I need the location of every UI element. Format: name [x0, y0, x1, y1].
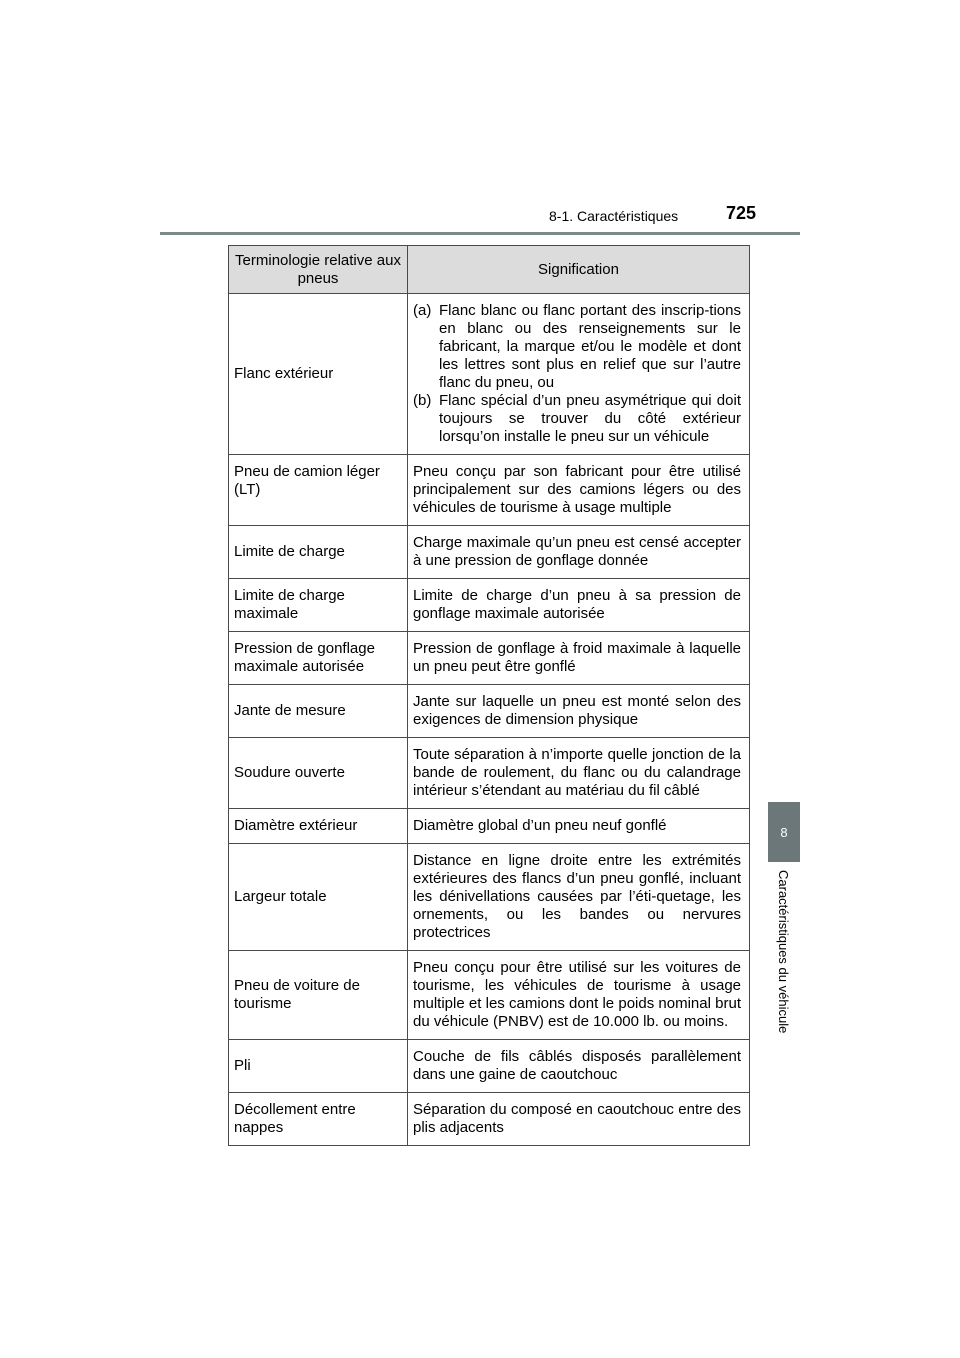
definition-cell: Pression de gonflage à froid maximale à laquelle un pneu peut être gonflé — [408, 632, 750, 685]
definition-cell — [408, 294, 750, 455]
term-cell: Pneu de camion léger (LT) — [229, 455, 408, 526]
term-cell: Pli — [229, 1040, 408, 1093]
term-cell: Soudure ouverte — [229, 738, 408, 809]
list-item — [413, 392, 741, 446]
list-text: Flanc blanc ou flanc portant des inscrip-tions en blanc ou des renseignements sur le fabricant, la marque et/ou le modèle et dont les lettres sont plus en relief que sur l’autre flanc du pneu, ou — [439, 302, 741, 391]
definition-cell: Distance en ligne droite entre les extrémités extérieures des flancs d’un pneu gonflé, incluant les dénivellations causées par l’éti-quetage, les ornements, ou les bandes ou nervures protectrices — [408, 844, 750, 951]
column-header-term: Terminologie relative aux pneus — [229, 246, 408, 294]
table-row — [229, 294, 750, 455]
column-header-meaning: Signification — [408, 246, 750, 294]
term-cell: Limite de charge maximale — [229, 579, 408, 632]
table-row — [229, 1093, 750, 1146]
term-cell: Décollement entre nappes — [229, 1093, 408, 1146]
term-cell: Pneu de voiture de tourisme — [229, 951, 408, 1040]
list-text: Flanc spécial d’un pneu asymétrique qui doit toujours se trouver du côté extérieur lorsqu’on installe le pneu sur un véhicule — [439, 392, 741, 445]
header-divider — [160, 232, 800, 235]
list-marker: (b) — [413, 392, 432, 409]
section-title: 8-1. Caractéristiques — [549, 208, 679, 224]
chapter-number: 8 — [780, 824, 788, 840]
table-row — [229, 685, 750, 738]
definition-cell: Pneu conçu pour être utilisé sur les voitures de tourisme, les véhicules de tourisme à usage multiple et les camions dont le poids nominal brut du véhicule (PNBV) est de 10.000 lb. ou moins. — [408, 951, 750, 1040]
table-row — [229, 632, 750, 685]
definition-cell: Diamètre global d’un pneu neuf gonflé — [408, 809, 750, 844]
table-row — [229, 738, 750, 809]
table-row — [229, 844, 750, 951]
definition-cell: Toute séparation à n’importe quelle jonction de la bande de roulement, du flanc ou du calandrage intérieur s’étendant au matériau du fil câblé — [408, 738, 750, 809]
list-marker: (a) — [413, 302, 432, 319]
list-item — [413, 302, 741, 392]
term-cell: Flanc extérieur — [229, 294, 408, 455]
chapter-label: Caractéristiques du véhicule — [776, 870, 791, 1034]
table-row — [229, 455, 750, 526]
page-number: 725 — [726, 203, 757, 223]
table-row — [229, 579, 750, 632]
definition-cell: Séparation du composé en caoutchouc entre des plis adjacents — [408, 1093, 750, 1146]
term-cell: Diamètre extérieur — [229, 809, 408, 844]
table-row — [229, 1040, 750, 1093]
definition-cell: Couche de fils câblés disposés parallèlement dans une gaine de caoutchouc — [408, 1040, 750, 1093]
chapter-tab — [768, 802, 800, 862]
table-row — [229, 526, 750, 579]
table-row — [229, 809, 750, 844]
term-cell: Pression de gonflage maximale autorisée — [229, 632, 408, 685]
term-cell: Largeur totale — [229, 844, 408, 951]
table-header-row — [229, 246, 750, 294]
term-cell: Jante de mesure — [229, 685, 408, 738]
term-cell: Limite de charge — [229, 526, 408, 579]
definition-cell: Limite de charge d’un pneu à sa pression de gonflage maximale autorisée — [408, 579, 750, 632]
tire-terminology-table — [228, 245, 750, 1146]
definition-cell: Jante sur laquelle un pneu est monté selon des exigences de dimension physique — [408, 685, 750, 738]
definition-cell: Pneu conçu par son fabricant pour être utilisé principalement sur des camions légers ou des véhicules de tourisme à usage multiple — [408, 455, 750, 526]
table-row — [229, 951, 750, 1040]
definition-cell: Charge maximale qu’un pneu est censé accepter à une pression de gonflage donnée — [408, 526, 750, 579]
